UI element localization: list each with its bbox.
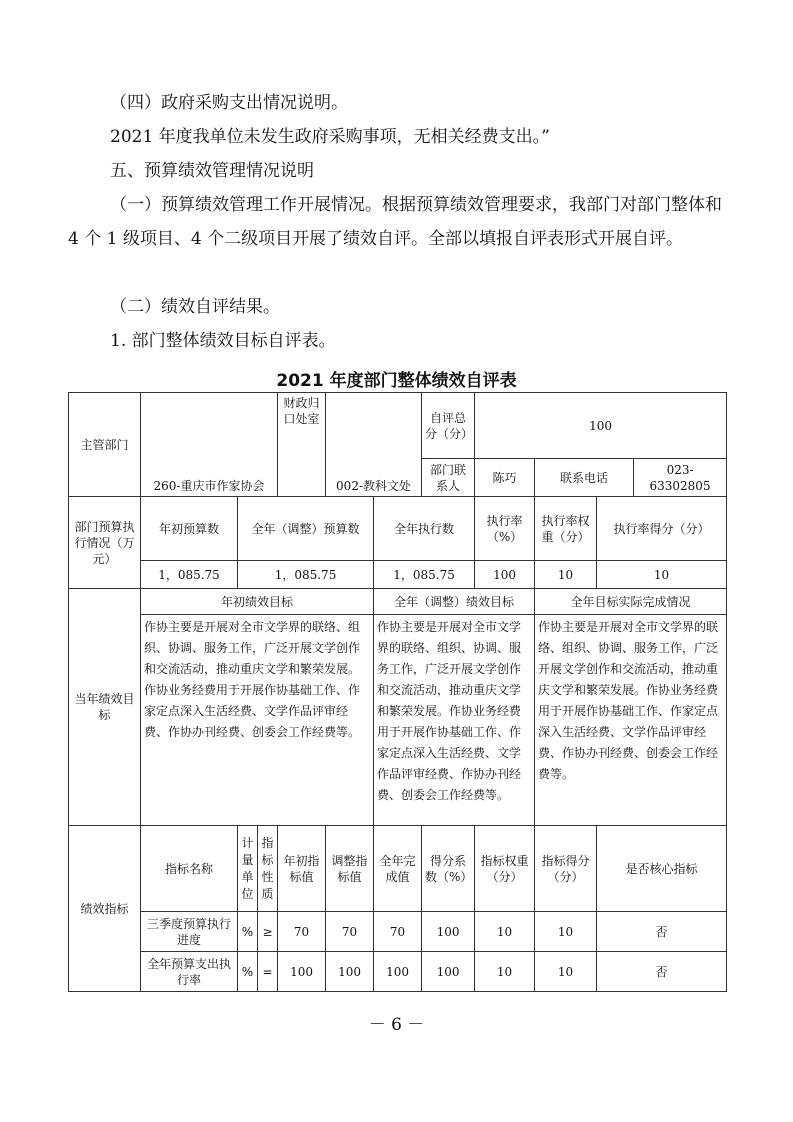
paragraph-self-evaluation-result: （二）绩效自评结果。 [110,297,280,317]
indicator-completed: 100 [374,952,422,992]
indicator-weight-header: 指标权重（分） [475,826,535,912]
indicator-initial-header: 年初指标值 [278,826,326,912]
indicator-score: 10 [535,952,597,992]
indicator-core: 否 [597,912,727,952]
indicator-completed-header: 全年完成值 [374,826,422,912]
table-title: 2021 年度部门整体绩效自评表 [276,371,517,391]
indicator-score-header: 指标得分（分） [535,826,597,912]
adjusted-goals-text: 作协主要是开展对全市文学界的联络、组织、协调、服务工作，广泛开展文学创作和交流活动，推动重庆文学和繁荣发展。作协业务经费用于开展作协基础工作、作家定点深入生活经费、文学作品评审经费、作协办刊经费、创委会工作经费等。 [374,615,535,826]
contact-person-label: 部门联系人 [422,459,475,497]
contact-person-value: 陈巧 [475,459,535,497]
actual-completion-header: 全年目标实际完成情况 [535,589,727,615]
indicators-label: 绩效指标 [69,826,141,992]
execution-weight-header: 执行率权重（分） [535,497,597,561]
indicator-adjusted-header: 调整指标值 [326,826,374,912]
table-row [69,912,727,952]
indicator-adjusted: 70 [326,912,374,952]
paragraph-procurement-text: 2021 年度我单位未发生政府采购事项，无相关经费支出。” [110,127,550,147]
indicator-coef: 100 [422,912,475,952]
finance-office-value: 002-教科文处 [326,393,422,497]
indicator-name: 全年预算支出执行率 [141,952,238,992]
indicator-core-header: 是否核心指标 [597,826,727,912]
execution-score-value: 10 [597,561,727,589]
execution-score-header: 执行率得分（分） [597,497,727,561]
paragraph-section-five-heading: 五、预算绩效管理情况说明 [110,161,314,181]
budget-adjusted-header: 全年（调整）预算数 [238,497,374,561]
contact-phone-value: 023-63302805 [634,459,727,497]
adjusted-goals-header: 全年（调整）绩效目标 [374,589,535,615]
initial-goals-header: 年初绩效目标 [141,589,374,615]
indicator-name-header: 指标名称 [141,826,238,912]
budget-executed-value: 1，085.75 [374,561,475,589]
indicator-weight: 10 [475,952,535,992]
page-number: － 6 － [368,1015,425,1035]
total-score-label: 自评总分（分） [422,393,475,459]
table-row [69,952,727,992]
indicator-coef-header: 得分系数（%） [422,826,475,912]
contact-phone-label: 联系电话 [535,459,634,497]
indicator-nature: = [258,952,278,992]
dept-label: 主管部门 [69,393,141,497]
budget-initial-header: 年初预算数 [141,497,238,561]
execution-rate-header: 执行率（%） [475,497,535,561]
indicator-nature-header: 指标性质 [258,826,278,912]
performance-evaluation-table [68,392,727,992]
budget-execution-label: 部门预算执行情况（万元） [69,497,141,589]
initial-goals-text: 作协主要是开展对全市文学界的联络、组织、协调、服务工作，广泛开展文学创作和交流活动，推动重庆文学和繁荣发展。作协业务经费用于开展作协基础工作、作家定点深入生活经费、文学作品评审经费、作协办刊经费、创委会工作经费等。 [141,615,374,826]
indicator-unit: % [238,912,258,952]
actual-completion-text: 作协主要是开展对全市文学界的联络、组织、协调、服务工作，广泛开展文学创作和交流活动，推动重庆文学和繁荣发展。作协业务经费用于开展作协基础工作、作家定点深入生活经费、文学作品评审经费、作协办刊经费、创委会工作经费等。 [535,615,727,826]
finance-office-label: 财政归口处室 [278,393,326,497]
indicator-name: 三季度预算执行进度 [141,912,238,952]
execution-rate-value: 100 [475,561,535,589]
indicator-initial: 70 [278,912,326,952]
indicator-adjusted: 100 [326,952,374,992]
indicator-score: 10 [535,912,597,952]
indicator-initial: 100 [278,952,326,992]
dept-value: 260-重庆市作家协会 [141,393,278,497]
indicator-weight: 10 [475,912,535,952]
indicator-coef: 100 [422,952,475,992]
indicator-unit: % [238,952,258,992]
paragraph-performance-management: （一）预算绩效管理工作开展情况。根据预算绩效管理要求，我部门对部门整体和 4 个 1 级项目、4 个二级项目开展了绩效自评。全部以填报自评表形式开展自评。 [68,195,722,249]
budget-executed-header: 全年执行数 [374,497,475,561]
execution-weight-value: 10 [535,561,597,589]
indicator-unit-header: 计量单位 [238,826,258,912]
budget-adjusted-value: 1，085.75 [238,561,374,589]
indicator-nature: ≥ [258,912,278,952]
budget-initial-value: 1，085.75 [141,561,238,589]
total-score-value: 100 [475,393,727,459]
paragraph-procurement-heading: （四）政府采购支出情况说明。 [110,93,348,113]
indicator-core: 否 [597,952,727,992]
paragraph-table-intro: 1. 部门整体绩效目标自评表。 [110,331,336,351]
indicator-completed: 70 [374,912,422,952]
annual-goals-label: 当年绩效目标 [69,589,141,826]
